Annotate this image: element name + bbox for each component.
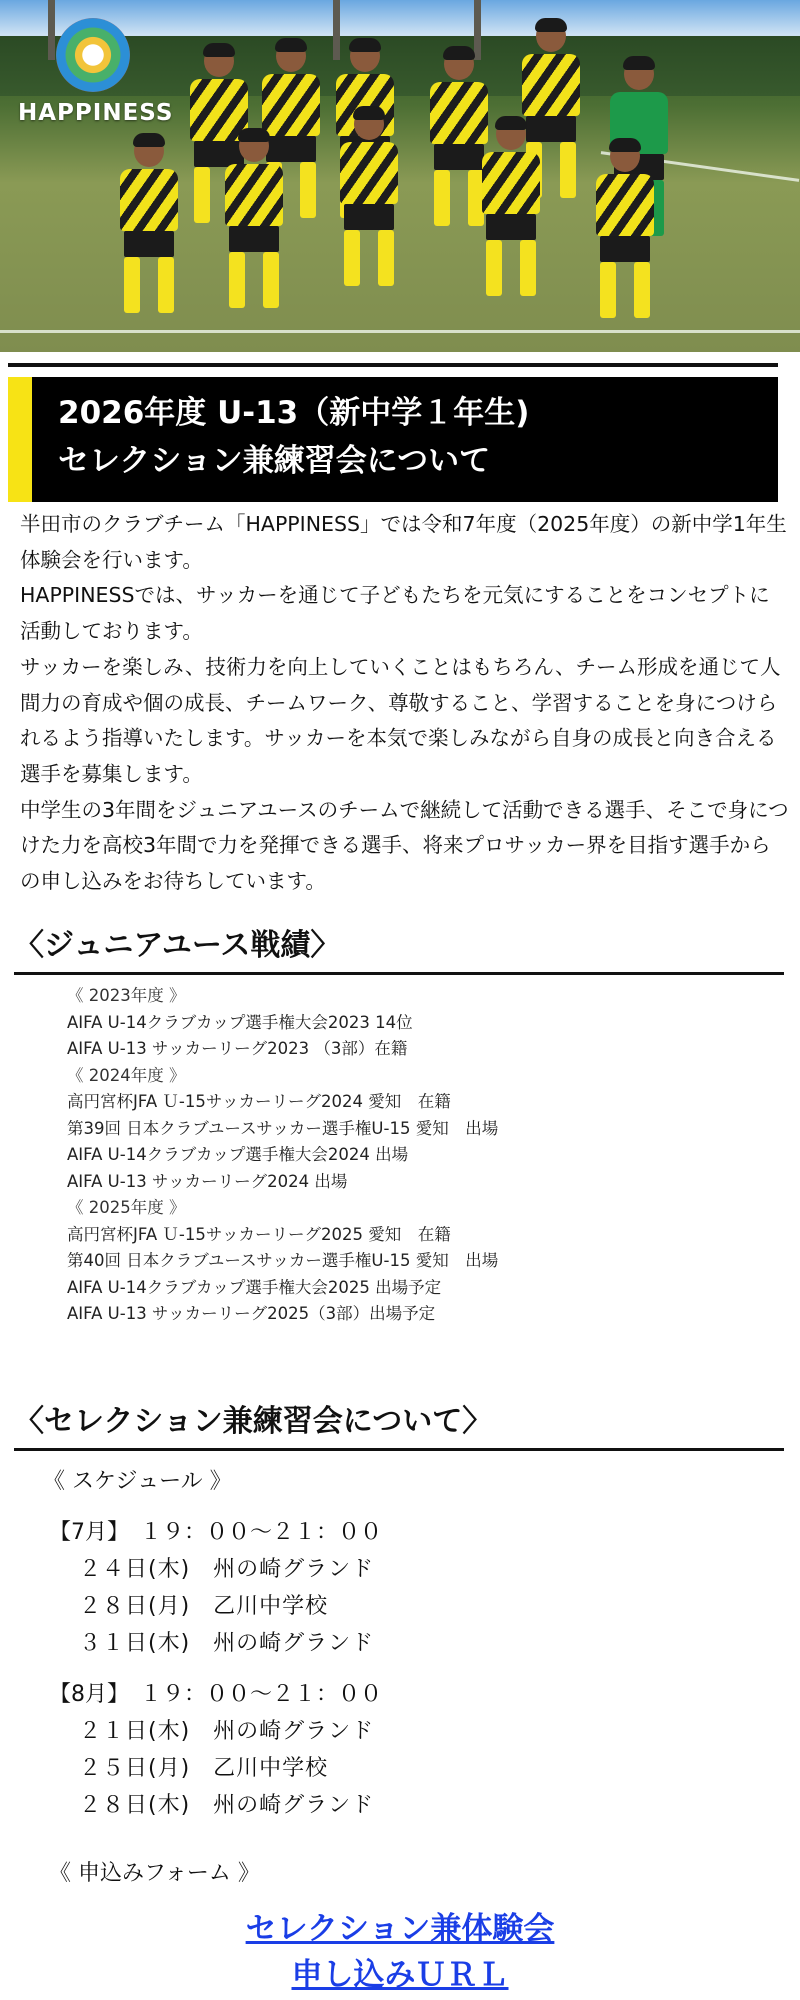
schedule-row: ２８日(木) 州の崎グランド bbox=[79, 1793, 375, 1818]
month-header: 【7月】 １９：００～２１：００ bbox=[49, 1520, 382, 1545]
results-heading: 〈ジュニアユース戦績〉 bbox=[14, 928, 341, 963]
result-item: AIFA U-14クラブカップ選手権大会2023 14位 bbox=[67, 1012, 413, 1032]
player bbox=[340, 108, 398, 286]
player bbox=[482, 118, 540, 296]
field-line bbox=[0, 330, 800, 333]
schedule-row: ２８日(月) 乙川中学校 bbox=[79, 1594, 329, 1619]
year-label: 《 2024年度 》 bbox=[67, 1065, 186, 1085]
result-item: 第39回 日本クラブユースサッカー選手権U-15 愛知 出場 bbox=[67, 1118, 499, 1138]
title-accent-bar bbox=[8, 377, 32, 502]
page-title-line1: 2026年度 U-13（新中学１年生) bbox=[58, 395, 530, 431]
logo-text: HAPPINESS bbox=[18, 100, 174, 126]
intro-text bbox=[20, 507, 790, 900]
selection-heading: 〈セレクション兼練習会について〉 bbox=[14, 1404, 493, 1439]
application-url-line2[interactable]: 申し込みＵＲＬ bbox=[291, 1957, 509, 1993]
schedule-row: ２４日(木) 州の崎グランド bbox=[79, 1557, 375, 1582]
result-item: AIFA U-14クラブカップ選手権大会2025 出場予定 bbox=[67, 1277, 442, 1297]
divider bbox=[8, 363, 778, 367]
result-item: AIFA U-13 サッカーリーグ2024 出場 bbox=[67, 1171, 348, 1191]
schedule-row: ３１日(木) 州の崎グランド bbox=[79, 1631, 375, 1656]
intro-paragraph: サッカーを楽しみ、技術力を向上していくことはもちろん、チーム形成を通じて人間力の育成や個の成長、チームワーク、尊敬すること、学習することを身につけられるよう指導いたします。サッカーを本気で楽しみながら自身の成長と向き合える選手を募集します。 bbox=[20, 654, 781, 786]
schedule-row: ２５日(月) 乙川中学校 bbox=[79, 1756, 329, 1781]
logo-emblem-icon bbox=[56, 18, 130, 92]
player bbox=[120, 135, 178, 313]
month-header: 【8月】 １９：００～２１：００ bbox=[49, 1682, 382, 1707]
happiness-logo bbox=[18, 18, 174, 126]
form-label: 《 申込みフォーム 》 bbox=[49, 1861, 260, 1886]
result-item: AIFA U-13 サッカーリーグ2025（3部）出場予定 bbox=[67, 1304, 436, 1323]
page-title bbox=[58, 389, 529, 485]
application-url-line1[interactable]: セレクション兼体験会 bbox=[245, 1911, 555, 1947]
year-label: 《 2025年度 》 bbox=[67, 1198, 186, 1217]
year-label: 《 2023年度 》 bbox=[67, 986, 186, 1005]
schedule-row: ２１日(木) 州の崎グランド bbox=[79, 1719, 375, 1744]
result-item: 高円宮杯JFA Ｕ-15サッカーリーグ2024 愛知 在籍 bbox=[67, 1092, 451, 1111]
hero-team-photo bbox=[0, 0, 800, 352]
page-title-line2: セレクション兼練習会について bbox=[58, 443, 491, 479]
results-list bbox=[67, 983, 767, 1328]
result-item: 高円宮杯JFA Ｕ-15サッカーリーグ2025 愛知 在籍 bbox=[67, 1224, 451, 1244]
result-item: 第40回 日本クラブユースサッカー選手権U-15 愛知 出場 bbox=[67, 1251, 499, 1270]
page-title-banner bbox=[8, 377, 778, 502]
application-url-link[interactable] bbox=[200, 1906, 600, 1998]
player bbox=[225, 130, 283, 308]
intro-paragraph: 中学生の3年間をジュニアユースのチームで継続して活動できる選手、そこで身につけた力を高校3年間で力を発揮できる選手、将来プロサッカー界を目指す選手からの申し込みをお待ちしています。 bbox=[20, 797, 789, 894]
intro-paragraph: 半田市のクラブチーム「HAPPINESS」では令和7年度（2025年度）の新中学1年生体験会を行います。 bbox=[20, 512, 787, 572]
schedule-label: 《 スケジュール 》 bbox=[43, 1469, 232, 1494]
player bbox=[430, 48, 488, 226]
schedule bbox=[43, 1463, 743, 1824]
result-item: AIFA U-13 サッカーリーグ2023 （3部）在籍 bbox=[67, 1039, 408, 1058]
divider bbox=[14, 972, 784, 975]
divider bbox=[14, 1448, 784, 1451]
result-item: AIFA U-14クラブカップ選手権大会2024 出場 bbox=[67, 1145, 409, 1164]
player bbox=[596, 140, 654, 318]
intro-paragraph: HAPPINESSでは、サッカーを通じて子どもたちを元気にすることをコンセプトに活動しております。 bbox=[20, 583, 770, 644]
